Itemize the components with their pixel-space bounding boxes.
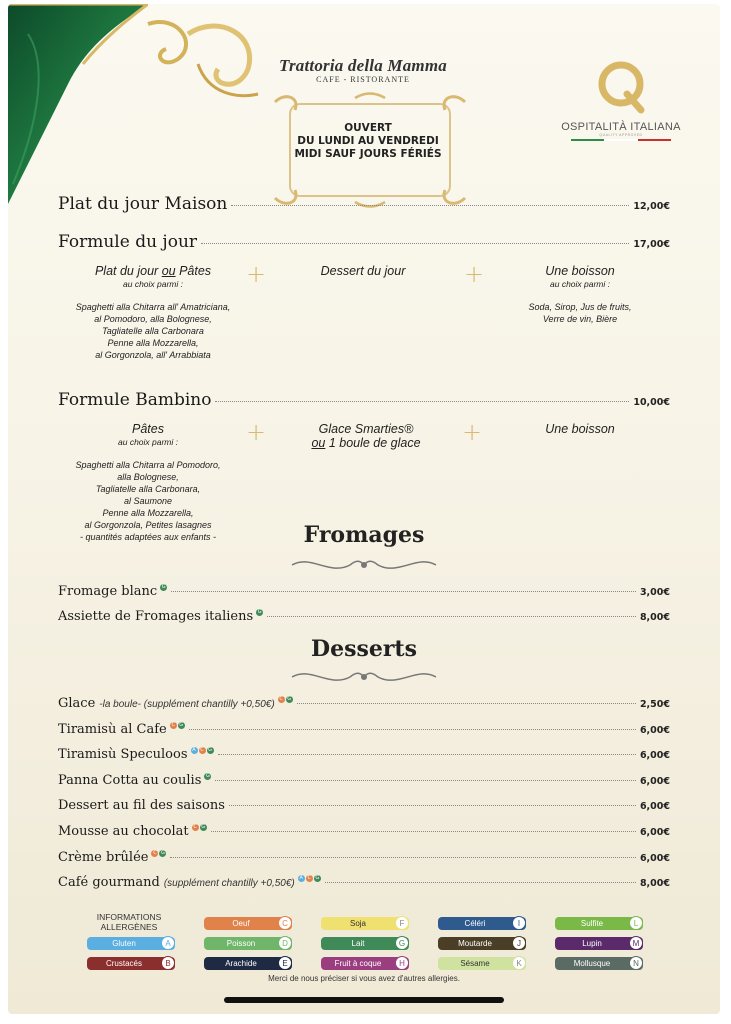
list-line: Soda, Sirop, Jus de fruits, (528, 302, 632, 312)
dot-leader (218, 754, 636, 755)
allergen-badges (204, 773, 211, 780)
menu-row (58, 696, 670, 711)
item-price: 12,00€ (633, 201, 670, 212)
legend-title-line: INFORMATIONS (96, 912, 162, 922)
allergen-letter: N (629, 956, 643, 970)
allergen-legend-title (84, 912, 174, 932)
allergen-label: Mollusque (573, 959, 611, 968)
plus-icon: + (246, 260, 267, 288)
drinks-list (500, 301, 660, 325)
allergen-badges (278, 696, 293, 703)
allergen-badge: G (287, 696, 292, 702)
allergen-label: Crustacés (105, 959, 142, 968)
allergen-badge: G (161, 849, 165, 856)
allergen-chip (87, 937, 175, 950)
allergen-chip (438, 917, 526, 930)
menu-row (58, 609, 670, 624)
allergen-badge: C (200, 747, 204, 754)
allergen-chip (438, 937, 526, 950)
allergy-footnote: Merci de nous préciser si vous avez d'autres allergies. (268, 974, 460, 983)
allergen-label: Céléri (464, 919, 486, 928)
allergen-badge: C (193, 824, 197, 830)
allergen-badge: C (307, 875, 312, 882)
formule-col-dessert (288, 264, 438, 278)
pasta-list (53, 301, 253, 361)
menu-row-formule-du-jour (58, 232, 670, 252)
home-indicator[interactable] (224, 997, 504, 1003)
list-line: al Gorgonzola, all' Arrabbiata (95, 350, 211, 360)
dot-leader (297, 703, 636, 704)
allergen-badge: C (171, 721, 175, 728)
allergen-letter: A (161, 936, 175, 950)
allergen-chip (555, 957, 643, 970)
col-sub: au choix parmi : (118, 437, 178, 447)
dot-leader (267, 616, 636, 617)
allergen-letter: D (278, 936, 292, 950)
plus-icon: + (246, 418, 267, 446)
dot-leader (170, 857, 635, 858)
section-title-fromages: Fromages (303, 522, 425, 548)
item-price: 2,50€ (639, 699, 670, 710)
allergen-badge: G (315, 875, 320, 882)
item-name: Glace (58, 696, 96, 711)
allergen-letter: B (161, 956, 175, 970)
item-note: -la boule- (supplément chantilly +0,50€) (99, 699, 275, 710)
list-line: al Pomodoro, alla Bolognese, (94, 314, 212, 324)
allergen-chip (321, 917, 409, 930)
restaurant-brand (278, 56, 448, 84)
item-name: Café gourmand (58, 875, 160, 891)
allergen-label: Arachide (225, 959, 257, 968)
allergen-chip (555, 937, 643, 950)
list-line: Verre de vin, Bière (542, 314, 618, 324)
allergen-badge: G (257, 609, 262, 615)
allergen-badge: A (299, 875, 303, 882)
dot-leader (215, 401, 629, 402)
item-price: 3,00€ (639, 587, 670, 598)
allergen-badges (256, 609, 263, 616)
dot-leader (211, 831, 636, 832)
menu-page (8, 4, 720, 1014)
allergen-label: Gluten (112, 939, 136, 948)
dot-leader (231, 205, 629, 206)
formule-col-boisson (500, 264, 660, 325)
allergen-badge: G (179, 721, 184, 728)
item-price: 6,00€ (639, 750, 670, 762)
col-heading: Pâtes (175, 264, 212, 278)
col-sub: au choix parmi : (550, 279, 610, 289)
dot-leader (325, 882, 636, 883)
allergen-badges (191, 747, 214, 754)
allergen-badges (192, 824, 207, 831)
item-name: Formule du jour (58, 232, 198, 252)
allergen-label: Oeuf (232, 919, 250, 928)
allergen-badge: C (279, 696, 283, 702)
italian-flag-stripe (571, 139, 671, 141)
allergen-badges (298, 875, 321, 882)
ospitalita-logo (556, 56, 686, 141)
col-heading: Une boisson (545, 264, 615, 278)
menu-row-formule-bambino (58, 390, 670, 410)
item-price: 17,00€ (633, 239, 670, 250)
item-price: 6,00€ (639, 852, 670, 864)
allergen-badge: G (201, 824, 206, 830)
allergen-letter: K (512, 956, 526, 970)
opening-hours (278, 122, 458, 161)
allergen-chip (321, 957, 409, 970)
allergen-badges (160, 584, 167, 591)
menu-row-plat-du-jour (58, 194, 670, 214)
list-line: al Gorgonzola, Petites lasagnes (84, 520, 212, 530)
item-name: Dessert au fil des saisons (58, 798, 225, 814)
green-drape-decoration (8, 4, 148, 204)
item-name: Crème brûlée (58, 849, 149, 865)
col-heading: Pâtes (132, 422, 164, 436)
allergen-badges (170, 722, 185, 729)
plus-icon: + (464, 260, 485, 288)
allergen-chip (204, 917, 292, 930)
gold-swirl-decoration (138, 14, 268, 104)
menu-row (58, 773, 670, 788)
restaurant-name: Trattoria della Mamma (279, 56, 447, 75)
allergen-label: Fruit à coque (334, 959, 382, 968)
allergen-badge: C (153, 849, 157, 856)
menu-row (58, 798, 670, 813)
item-name: Fromage blanc (58, 584, 158, 599)
item-name: Tiramisù al Cafe (58, 721, 167, 737)
allergen-chip (204, 957, 292, 970)
item-price: 10,00€ (633, 397, 670, 408)
list-line: alla Bolognese, (117, 472, 179, 482)
allergen-label: Poisson (226, 939, 256, 948)
bambino-col-glace (286, 422, 446, 450)
q-logo-icon (591, 56, 651, 114)
item-name: Tiramisù Speculoos (58, 747, 188, 763)
ornament-divider (290, 554, 438, 576)
item-name: Mousse au chocolat (58, 824, 189, 839)
menu-row (58, 747, 670, 762)
col-heading-or: ou (161, 264, 176, 278)
allergen-chip (321, 937, 409, 950)
item-note: (supplément chantilly +0,50€) (163, 878, 295, 890)
allergen-chip (555, 917, 643, 930)
item-price: 6,00€ (639, 827, 670, 838)
item-name: Plat du jour Maison (58, 194, 228, 214)
list-line: Tagliatelle alla Carbonara, (95, 484, 201, 494)
allergen-badge: A (192, 747, 196, 754)
dot-leader (215, 780, 636, 781)
list-line: Spaghetti alla Chitarra all' Amatriciana, (75, 302, 231, 312)
ospitalita-tagline: QUALITY APPROVED (599, 133, 643, 137)
col-heading: Plat du jour (94, 264, 162, 278)
col-heading: Glace Smarties® (318, 422, 414, 436)
hours-line: DU LUNDI AU VENDREDI (297, 135, 439, 147)
allergen-badge: G (208, 747, 212, 754)
allergen-label: Lupin (582, 939, 602, 948)
item-price: 6,00€ (639, 775, 670, 787)
allergen-badge: G (205, 772, 210, 779)
menu-row (58, 824, 670, 839)
item-name: Panna Cotta au coulis (58, 772, 202, 788)
col-heading: 1 boule de glace (325, 436, 421, 450)
list-line: Spaghetti alla Chitarra al Pomodoro, (75, 460, 221, 470)
allergen-letter: M (629, 936, 643, 950)
list-line: al Saumone (123, 496, 173, 506)
col-heading: Une boisson (545, 422, 615, 436)
list-line: Penne alla Mozzarella, (107, 338, 199, 348)
menu-row (58, 722, 670, 737)
item-price: 8,00€ (639, 612, 670, 623)
ospitalita-name: OSPITALITÀ ITALIANA (561, 121, 681, 133)
item-name: Assiette de Fromages italiens (58, 609, 254, 624)
dot-leader (229, 805, 636, 806)
allergen-letter: H (395, 956, 409, 970)
item-price: 8,00€ (639, 878, 670, 890)
allergen-label: Sulfite (580, 919, 604, 928)
section-title-desserts: Desserts (311, 636, 417, 662)
col-heading: Dessert du jour (320, 264, 406, 278)
allergen-chip (87, 957, 175, 970)
allergen-letter: G (395, 936, 409, 950)
dot-leader (171, 591, 636, 592)
bambino-col-boisson (500, 422, 660, 436)
allergen-label: Lait (351, 939, 365, 948)
col-sub: au choix parmi : (123, 279, 183, 289)
dot-leader (201, 243, 629, 244)
plus-icon: + (462, 418, 483, 446)
allergen-letter: F (395, 916, 409, 930)
allergen-chip (204, 937, 292, 950)
allergen-letter: J (512, 936, 526, 950)
allergen-letter: E (278, 956, 292, 970)
list-line: Tagliatelle alla Carbonara (102, 326, 204, 336)
hours-line: OUVERT (344, 122, 392, 134)
allergen-label: Soja (349, 919, 366, 928)
list-line: - quantités adaptées aux enfants - (79, 532, 217, 542)
allergen-letter: I (512, 916, 526, 930)
list-line: Penne alla Mozzarella, (102, 508, 194, 518)
item-price: 6,00€ (639, 801, 670, 813)
legend-title-line: ALLERGÈNES (100, 922, 158, 932)
restaurant-subtitle: CAFE - RISTORANTE (316, 75, 410, 84)
allergen-letter: C (278, 916, 292, 930)
allergen-label: Moutarde (458, 939, 492, 948)
dot-leader (189, 729, 636, 730)
item-name: Formule Bambino (58, 390, 212, 410)
menu-row (58, 875, 670, 890)
col-heading-or: ou (311, 436, 326, 450)
item-price: 6,00€ (639, 724, 670, 736)
allergen-letter: L (629, 916, 643, 930)
allergen-label: Sésame (460, 959, 490, 968)
allergen-chip (438, 957, 526, 970)
allergen-badge: G (161, 584, 166, 590)
allergen-badges (151, 850, 166, 857)
menu-row (58, 850, 670, 865)
formule-col-plat (53, 264, 253, 361)
ornament-divider (290, 666, 438, 688)
menu-row (58, 584, 670, 599)
hours-line: MIDI SAUF JOURS FÉRIÉS (294, 148, 442, 160)
